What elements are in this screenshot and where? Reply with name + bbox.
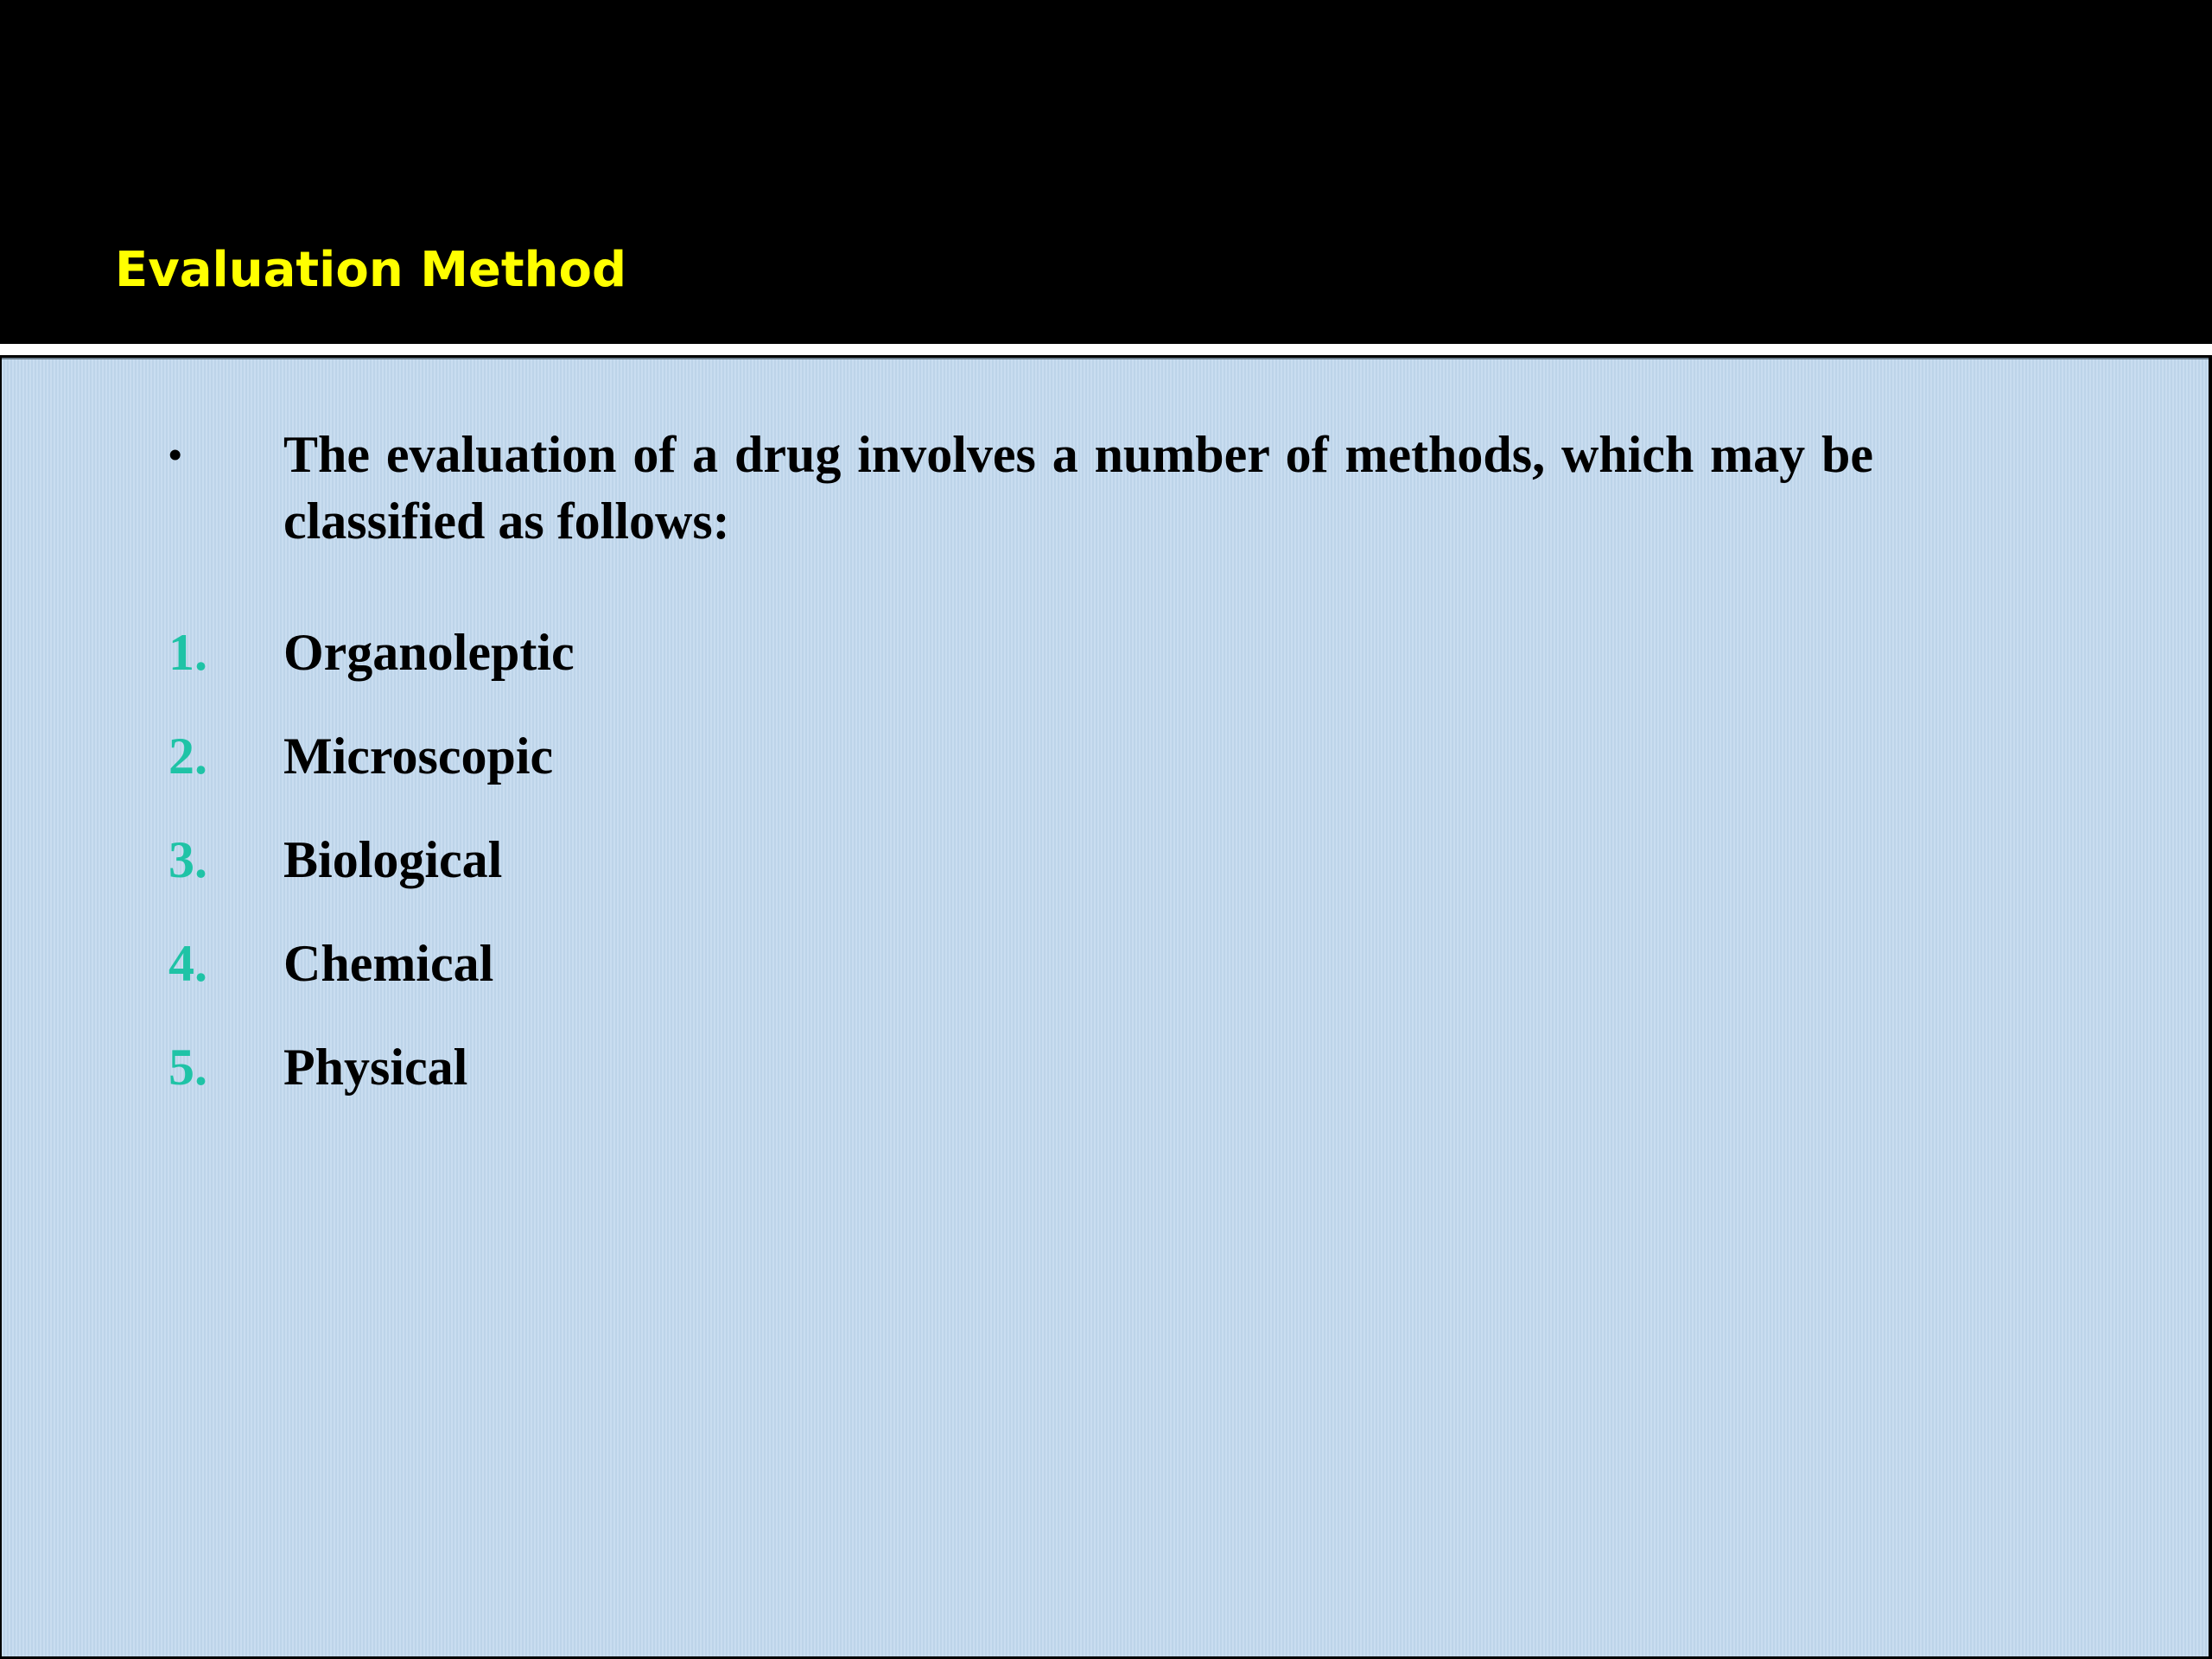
method-list <box>168 618 575 1136</box>
method-label: Chemical <box>283 935 494 992</box>
method-number: 3. <box>168 831 207 888</box>
method-number: 4. <box>168 935 207 992</box>
method-label: Biological <box>283 831 503 888</box>
method-label: Organoleptic <box>283 624 575 681</box>
slide-title: Evaluation Method <box>115 242 627 298</box>
method-label: Microscopic <box>283 728 554 785</box>
intro-text: The evaluation of a drug involves a number of methods, which may be classified as follows: <box>283 426 1873 550</box>
method-number: 1. <box>168 624 207 681</box>
method-label: Physical <box>283 1039 468 1096</box>
method-number: 2. <box>168 728 207 785</box>
method-item <box>168 825 575 929</box>
method-item <box>168 1033 575 1136</box>
method-item <box>168 618 575 721</box>
method-item <box>168 929 575 1033</box>
method-item <box>168 721 575 825</box>
intro-bullet-point <box>168 422 1879 555</box>
header-divider <box>0 344 2212 355</box>
bullet-icon: • <box>168 434 182 476</box>
method-number: 5. <box>168 1039 207 1096</box>
